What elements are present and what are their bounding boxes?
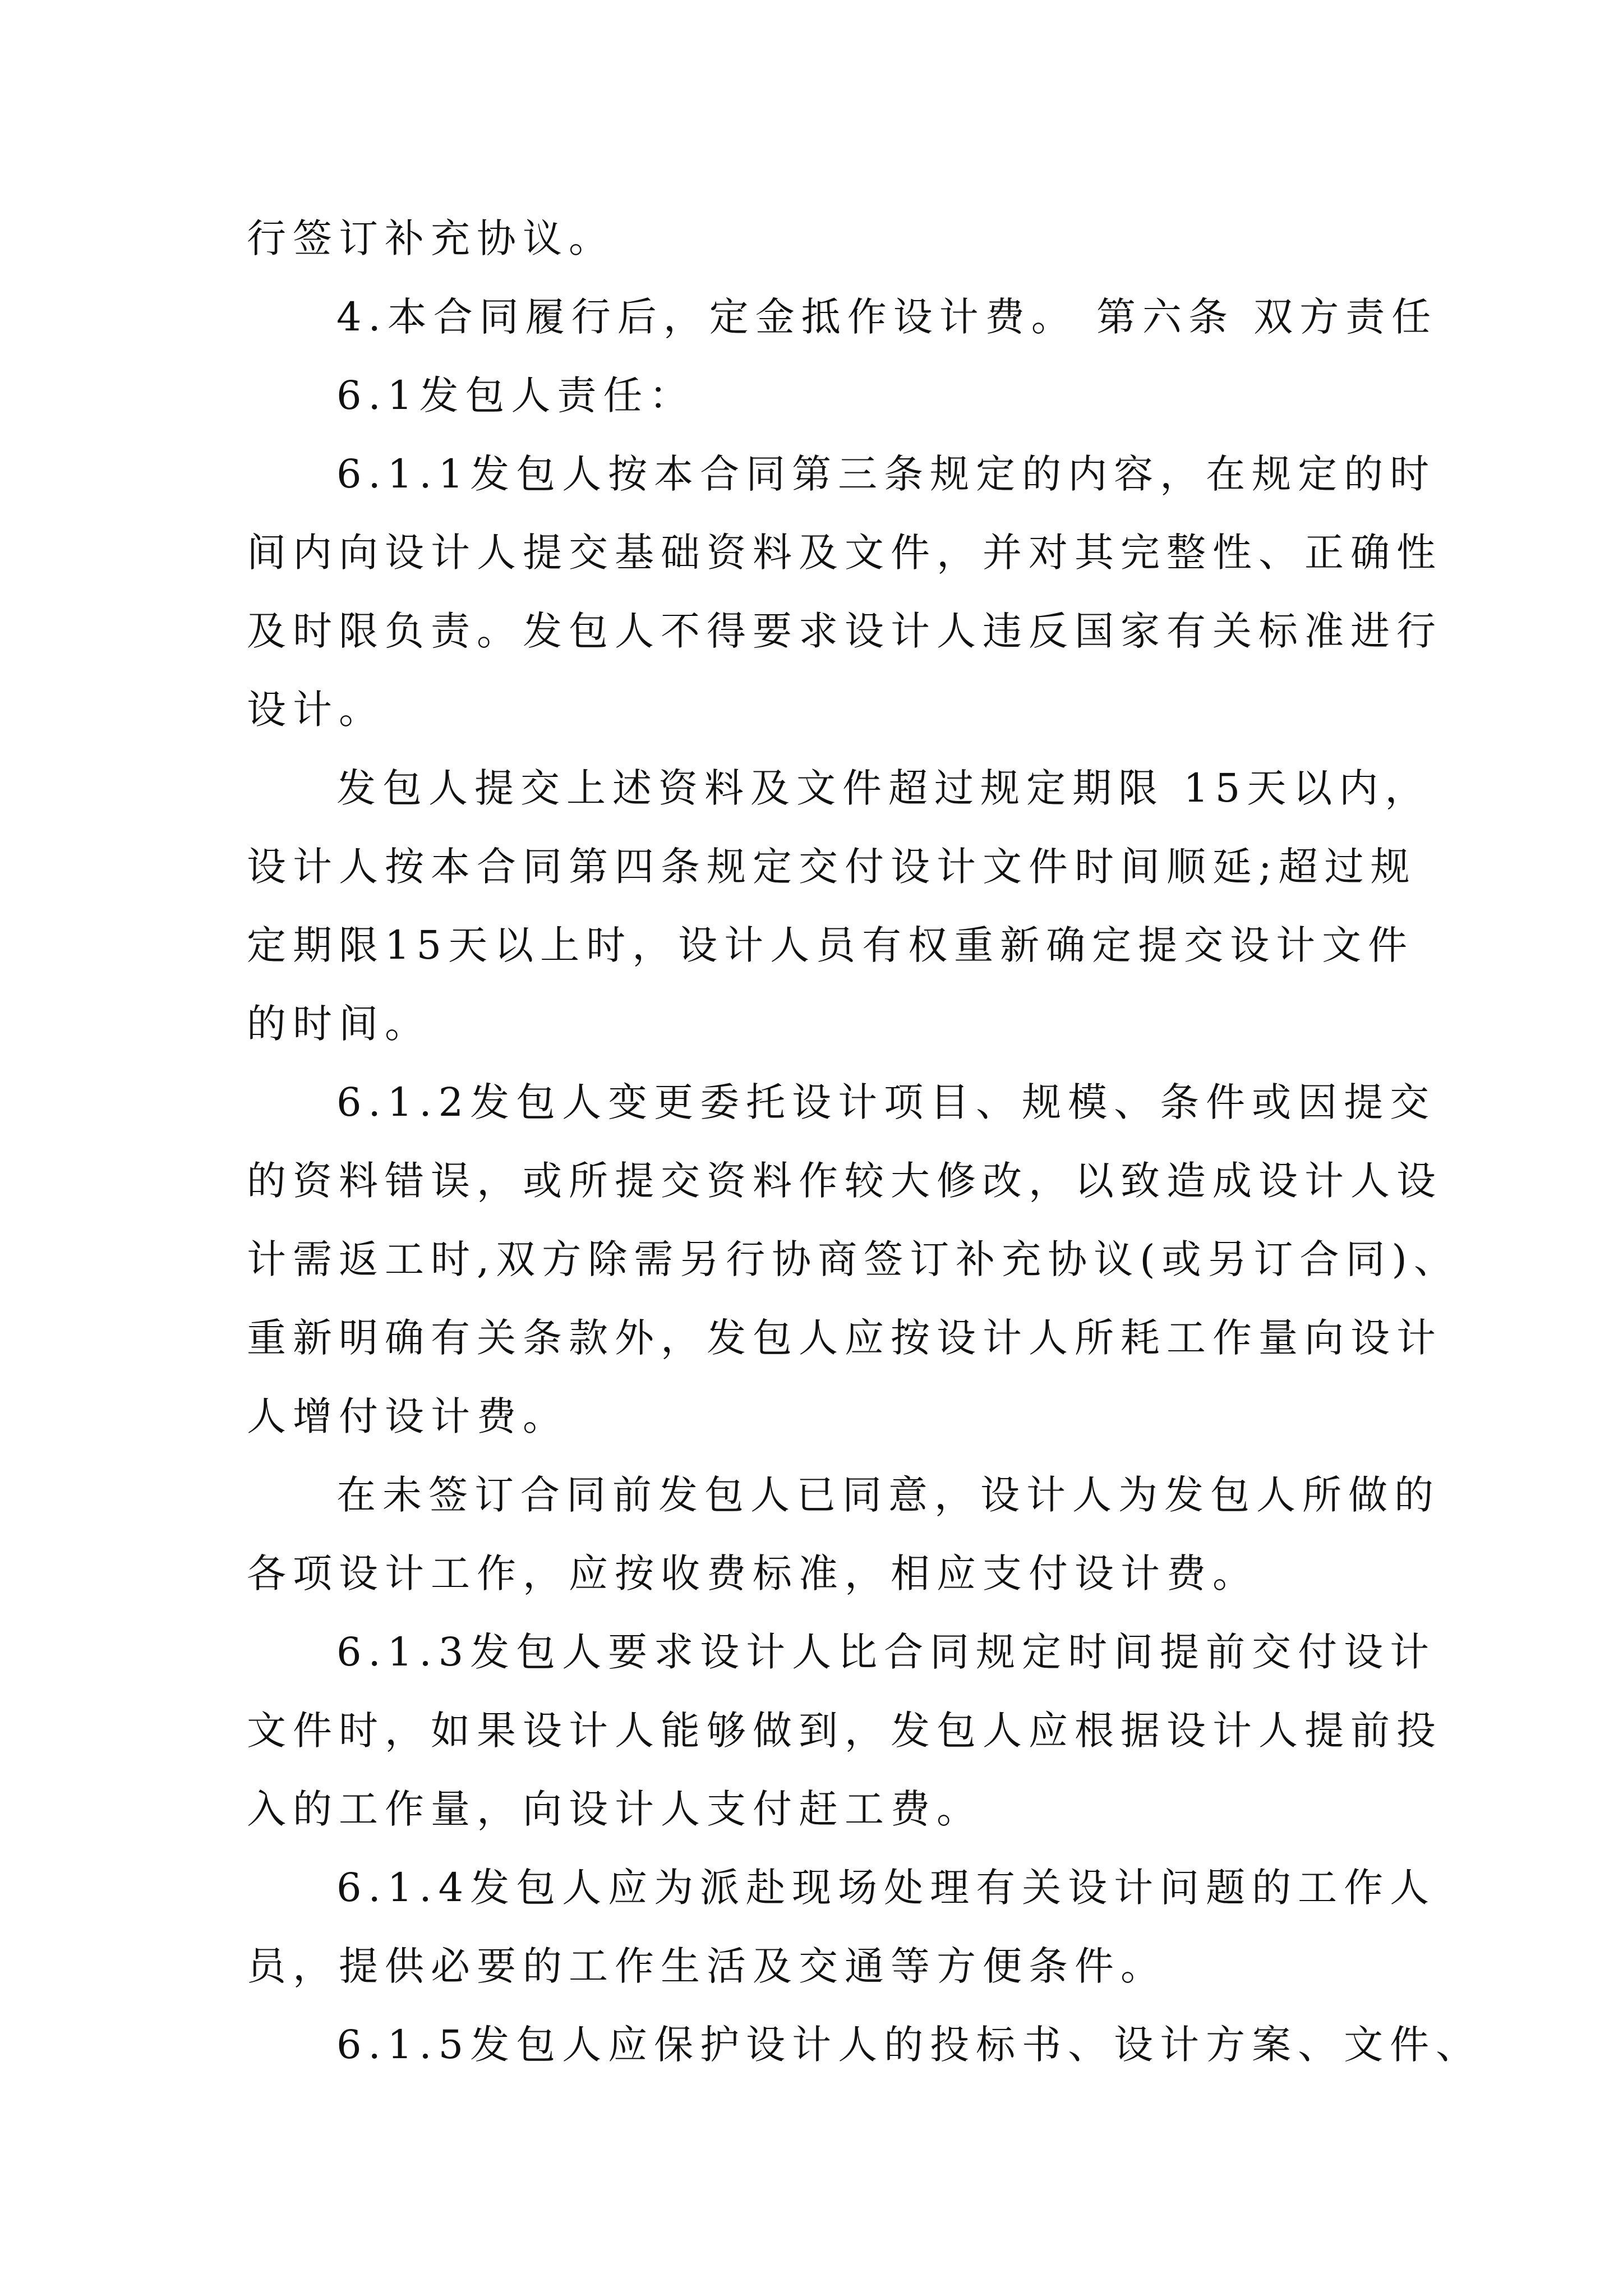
text-line-4: 6.1.1发包人按本合同第三条规定的内容，在规定的时 <box>336 451 1436 497</box>
text-line-21: 入的工作量，向设计人支付赶工费。 <box>247 1786 983 1832</box>
text-line-23: 员，提供必要的工作生活及交通等方便条件。 <box>247 1943 1166 1989</box>
text-line-18: 各项设计工作，应按收费标准，相应支付设计费。 <box>247 1550 1258 1596</box>
text-line-15: 重新明确有关条款外，发包人应按设计人所耗工作量向设计 <box>247 1315 1442 1361</box>
text-line-13: 的资料错误，或所提交资料作较大修改，以致造成设计人设 <box>247 1158 1442 1204</box>
text-line-5: 间内向设计人提交基础资料及文件，并对其完整性、正确性 <box>247 530 1442 576</box>
text-line-19: 6.1.3发包人要求设计人比合同规定时间提前交付设计 <box>336 1629 1436 1675</box>
text-line-3: 6.1发包人责任： <box>336 372 695 418</box>
text-line-22: 6.1.4发包人应为派赴现场处理有关设计问题的工作人 <box>336 1865 1436 1911</box>
text-line-14: 计需返工时,双方除需另行协商签订补充协议(或另订合同)、 <box>247 1236 1460 1282</box>
text-line-9: 设计人按本合同第四条规定交付设计文件时间顺延;超过规 <box>247 844 1417 890</box>
text-line-2: 4.本合同履行后，定金抵作设计费。 第六条 双方责任 <box>336 294 1438 340</box>
text-line-6: 及时限负责。发包人不得要求设计人违反国家有关标准进行 <box>247 608 1442 654</box>
text-line-8: 发包人提交上述资料及文件超过规定期限 15天以内， <box>336 765 1431 811</box>
text-line-11: 的时间。 <box>247 1001 431 1047</box>
text-line-1: 行签订补充协议。 <box>247 215 615 261</box>
text-line-10: 定期限15天以上时，设计人员有权重新确定提交设计文件 <box>247 922 1414 968</box>
text-line-17: 在未签订合同前发包人已同意，设计人为发包人所做的 <box>336 1472 1440 1518</box>
text-line-24: 6.1.5发包人应保护设计人的投标书、设计方案、文件、 <box>336 2022 1482 2068</box>
text-line-20: 文件时，如果设计人能够做到，发包人应根据设计人提前投 <box>247 1708 1442 1754</box>
text-line-16: 人增付设计费。 <box>247 1393 569 1439</box>
text-line-7: 设计。 <box>247 687 385 733</box>
text-line-12: 6.1.2发包人变更委托设计项目、规模、条件或因提交 <box>336 1079 1436 1125</box>
